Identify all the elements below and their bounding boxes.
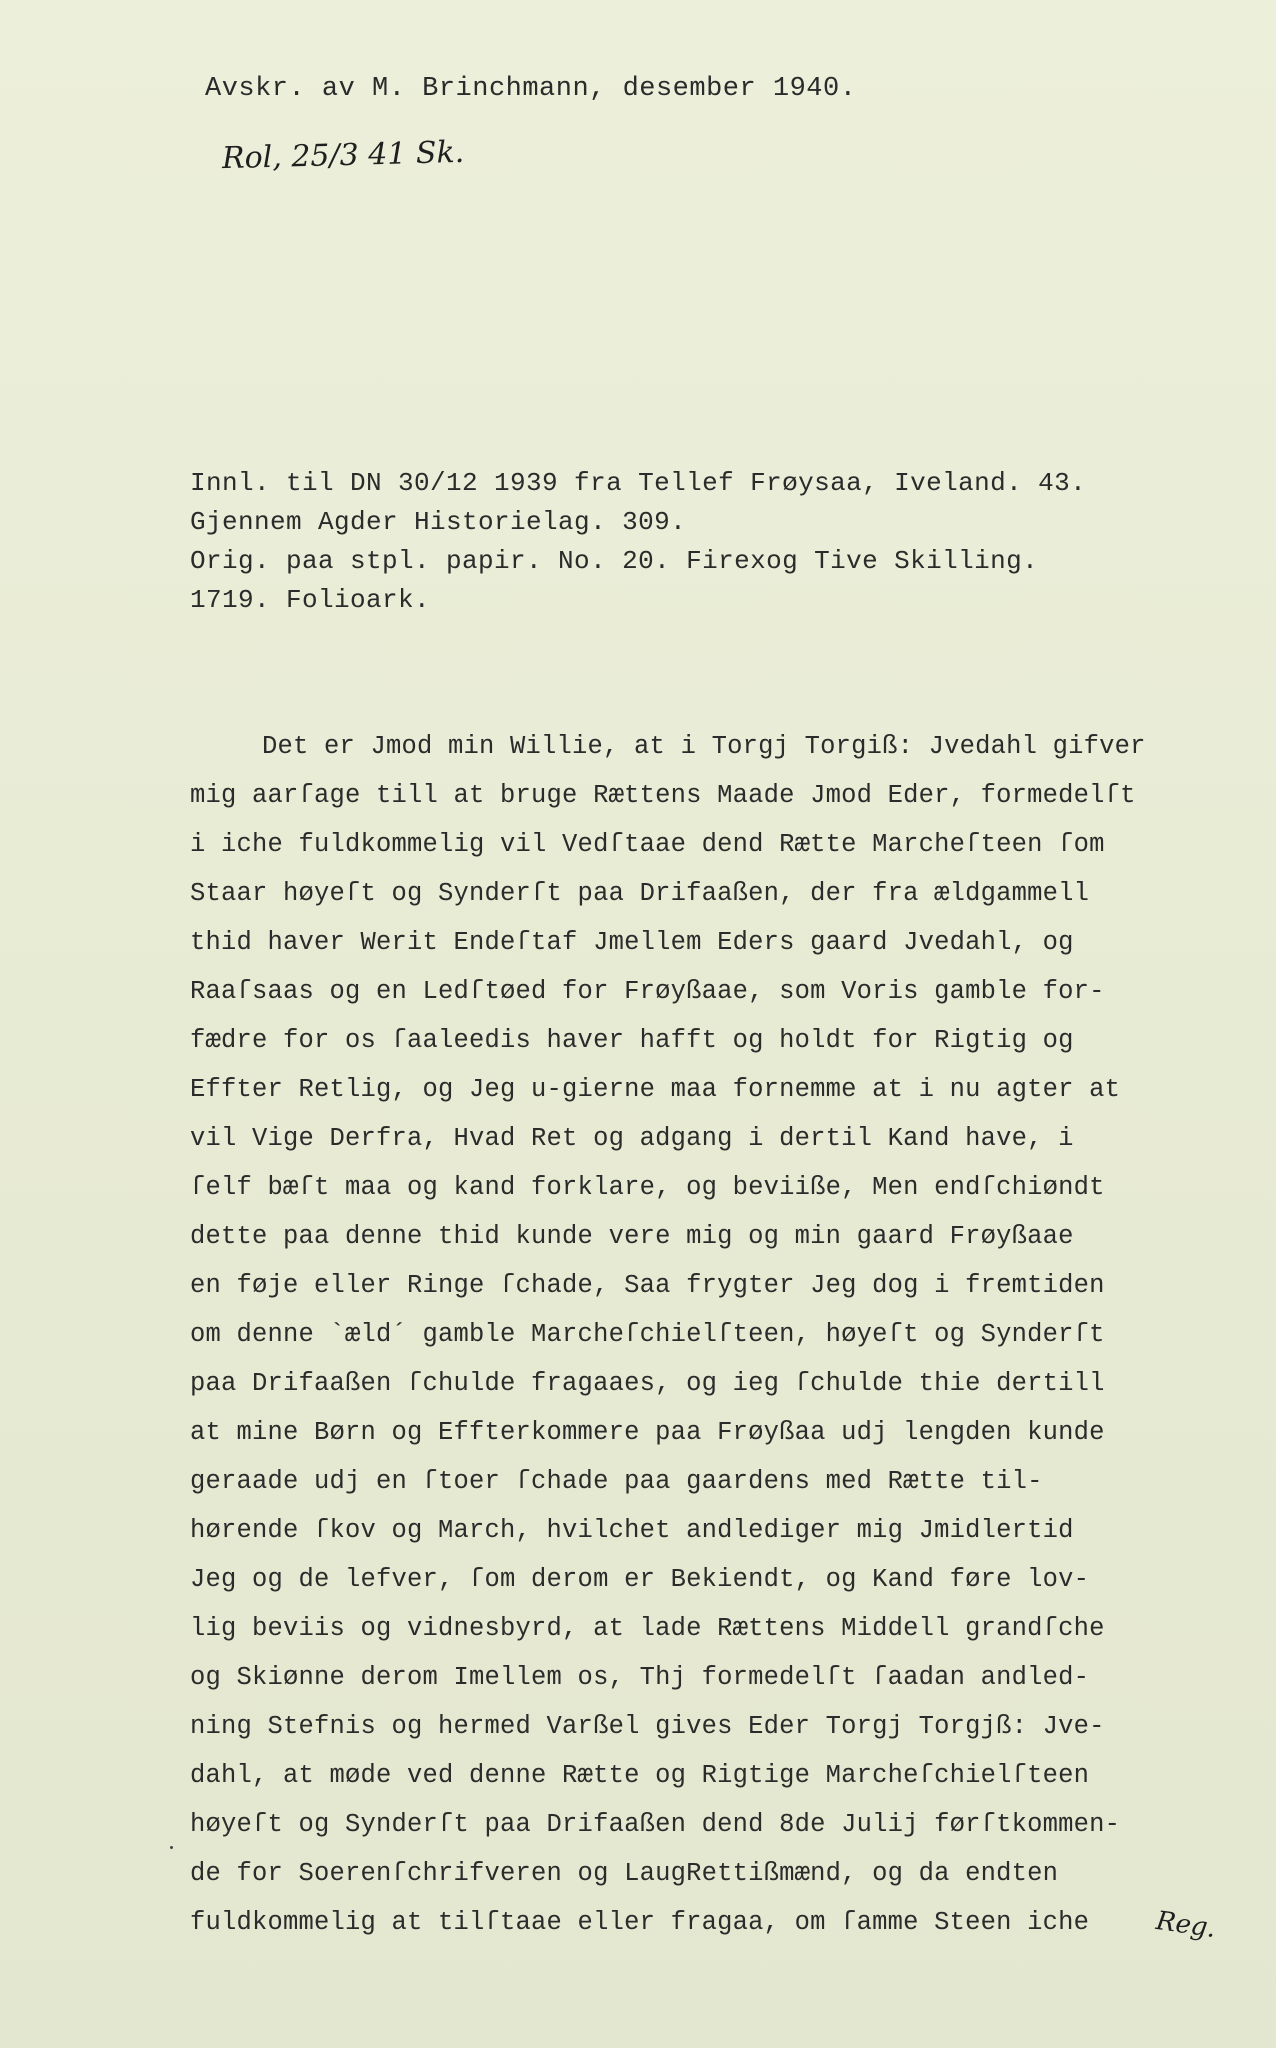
- transcription-note: Avskr. av M. Brinchmann, desember 1940.: [205, 74, 857, 104]
- body-line: en føje eller Ringe ſchade, Saa frygter Jeg dog i fremtiden: [190, 1271, 1105, 1300]
- metadata-line-source: Innl. til DN 30/12 1939 fra Tellef Frøysaa, Iveland. 43.: [190, 468, 1087, 498]
- body-line: mig aarſage till at bruge Rættens Maade Jmod Eder, formedelſt: [190, 781, 1136, 810]
- body-line: hørende ſkov og March, hvilchet andlediger mig Jmidlertid: [190, 1516, 1074, 1545]
- ink-speck: [170, 1846, 173, 1849]
- body-line: Raaſsaas og en Ledſtøed for Frøyßaae, som Voris gamble for-: [190, 977, 1105, 1006]
- body-line: geraade udj en ſtoer ſchade paa gaardens med Rætte til-: [190, 1467, 1043, 1496]
- body-line: ſelf bæſt maa og kand forklare, og beviiße, Men endſchiøndt: [190, 1173, 1105, 1202]
- metadata-line-via: Gjennem Agder Historielag. 309.: [190, 507, 687, 537]
- body-line: fædre for os ſaaleedis haver hafft og holdt for Rigtig og: [190, 1026, 1074, 1055]
- body-line: fuldkommelig at tilſtaae eller fragaa, om ſamme Steen iche: [190, 1908, 1090, 1937]
- body-line: Effter Retlig, og Jeg u-gierne maa fornemme at i nu agter at: [190, 1075, 1121, 1104]
- body-line: at mine Børn og Effterkommere paa Frøyßaa udj lengden kunde: [190, 1418, 1105, 1447]
- letter-body: [190, 722, 1146, 1947]
- body-line: dette paa denne thid kunde vere mig og min gaard Frøyßaae: [190, 1222, 1074, 1251]
- body-line: i iche fuldkommelig vil Vedſtaae dend Rætte Marcheſteen ſom: [190, 830, 1105, 859]
- body-line: paa Drifaaßen ſchulde fragaaes, og ieg ſchulde thie dertill: [190, 1369, 1105, 1398]
- margin-annotation: Reg.: [1154, 1905, 1218, 1945]
- body-line: vil Vige Derfra, Hvad Ret og adgang i dertil Kand have, i: [190, 1124, 1074, 1153]
- metadata-line-format: 1719. Folioark.: [190, 585, 431, 615]
- body-line: og Skiønne derom Imellem os, Thj formedelſt ſaadan andled-: [190, 1663, 1090, 1692]
- body-line: ning Stefnis og hermed Varßel gives Eder Torgj Torgjß: Jve-: [190, 1712, 1105, 1741]
- body-line: lig beviis og vidnesbyrd, at lade Rættens Middell grandſche: [190, 1614, 1105, 1643]
- body-line: Jeg og de lefver, ſom derom er Bekiendt, og Kand føre lov-: [190, 1565, 1090, 1594]
- metadata-line-original: Orig. paa stpl. papir. No. 20. Firexog Tive Skilling.: [190, 546, 1039, 576]
- handwritten-annotation: Rol, 25/3 41 Sk.: [221, 134, 465, 177]
- metadata-block: [190, 464, 1086, 620]
- body-line: Det er Jmod min Willie, at i Torgj Torgiß: Jvedahl gifver: [262, 732, 1146, 761]
- body-line: om denne `æld´ gamble Marcheſchielſteen, høyeſt og Synderſt: [190, 1320, 1105, 1349]
- body-line: dahl, at møde ved denne Rætte og Rigtige Marcheſchielſteen: [190, 1761, 1090, 1790]
- body-line: thid haver Werit Endeſtaf Jmellem Eders gaard Jvedahl, og: [190, 928, 1074, 957]
- body-line: høyeſt og Synderſt paa Drifaaßen dend 8de Julij førſtkommen-: [190, 1810, 1121, 1839]
- body-line: de for Soerenſchrifveren og LaugRettißmænd, og da endten: [190, 1859, 1059, 1888]
- body-line: Staar høyeſt og Synderſt paa Drifaaßen, der fra ældgammell: [190, 879, 1090, 908]
